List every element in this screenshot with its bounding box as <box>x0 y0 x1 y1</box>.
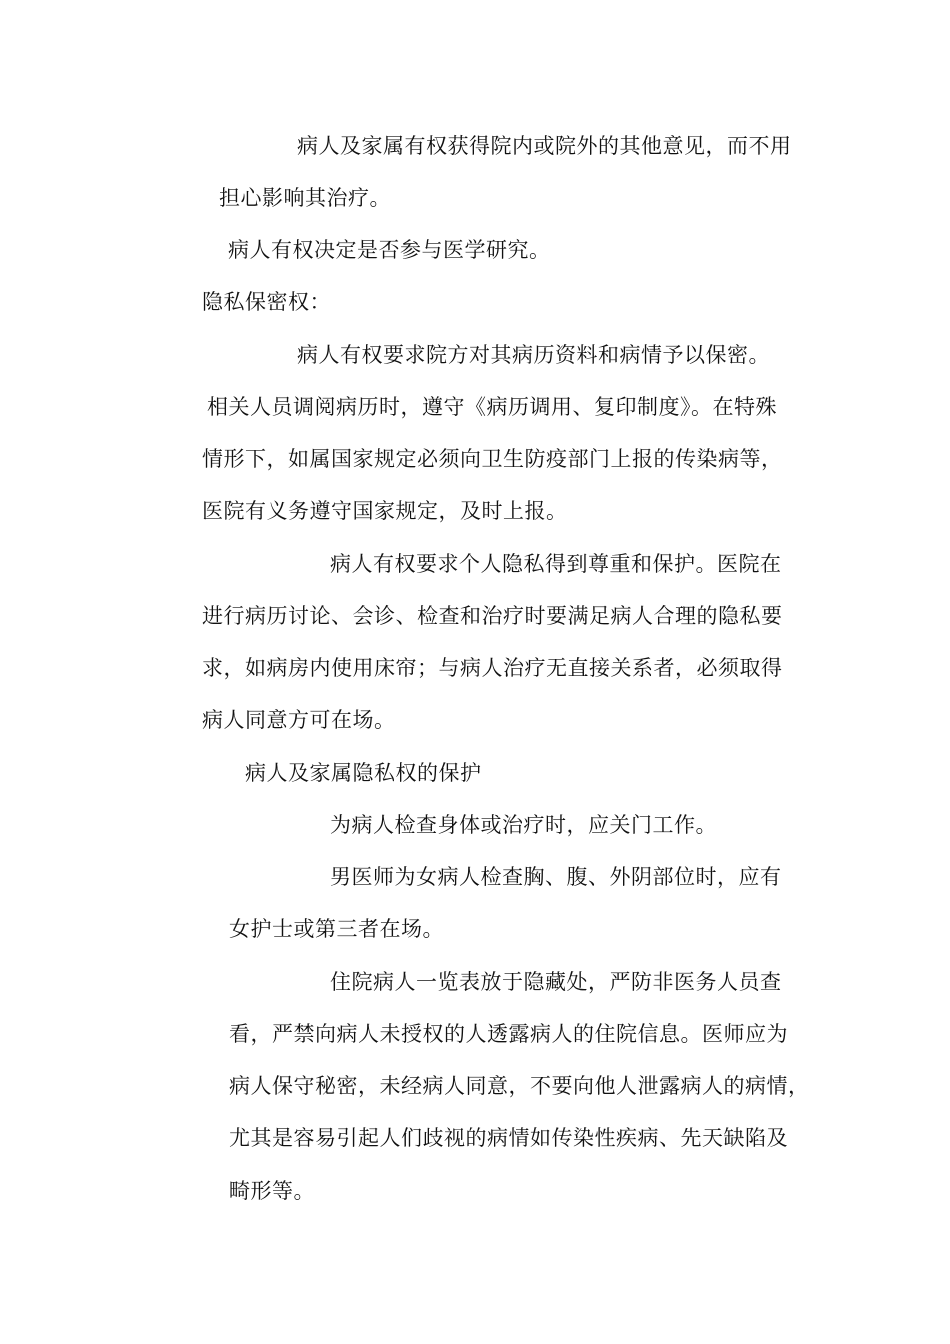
paragraph-line-21: 畸形等。 <box>229 1179 315 1203</box>
paragraph-line-14: 为病人检查身体或治疗时，应关门工作。 <box>330 813 717 837</box>
paragraph-line-20: 尤其是容易引起人们歧视的病情如传染性疾病、先天缺陷及 <box>229 1126 788 1150</box>
paragraph-line-9: 病人有权要求个人隐私得到尊重和保护。医院在 <box>330 552 782 576</box>
paragraph-line-15: 男医师为女病人检查胸、腹、外阴部位时，应有 <box>330 865 782 889</box>
paragraph-line-5: 病人有权要求院方对其病历资料和病情予以保密。 <box>297 343 770 367</box>
subheading-privacy-protection: 病人及家属隐私权的保护 <box>245 761 482 785</box>
paragraph-line-1: 病人及家属有权获得院内或院外的其他意见，而不用 <box>297 134 792 158</box>
paragraph-line-18: 看，严禁向病人未授权的人透露病人的住院信息。医师应为 <box>229 1022 788 1046</box>
paragraph-line-19: 病人保守秘密，未经病人同意，不要向他人泄露病人的病情， <box>229 1074 810 1098</box>
paragraph-line-16: 女护士或第三者在场。 <box>229 917 444 941</box>
section-heading-privacy: 隐私保密权： <box>202 290 331 314</box>
paragraph-line-6: 相关人员调阅病历时，遵守《病历调用、复印制度》。在特殊 <box>207 395 777 419</box>
paragraph-line-11: 求，如病房内使用床帘；与病人治疗无直接关系者，必须取得 <box>202 656 783 680</box>
paragraph-line-10: 进行病历讨论、会诊、检查和治疗时要满足病人合理的隐私要 <box>202 604 783 628</box>
paragraph-line-8: 医院有义务遵守国家规定，及时上报。 <box>202 499 568 523</box>
paragraph-line-2: 担心影响其治疗。 <box>219 186 391 210</box>
paragraph-line-17: 住院病人一览表放于隐藏处，严防非医务人员查 <box>330 970 782 994</box>
paragraph-line-3: 病人有权决定是否参与医学研究。 <box>228 238 551 262</box>
paragraph-line-12: 病人同意方可在场。 <box>202 708 396 732</box>
paragraph-line-7: 情形下，如属国家规定必须向卫生防疫部门上报的传染病等， <box>202 447 783 471</box>
